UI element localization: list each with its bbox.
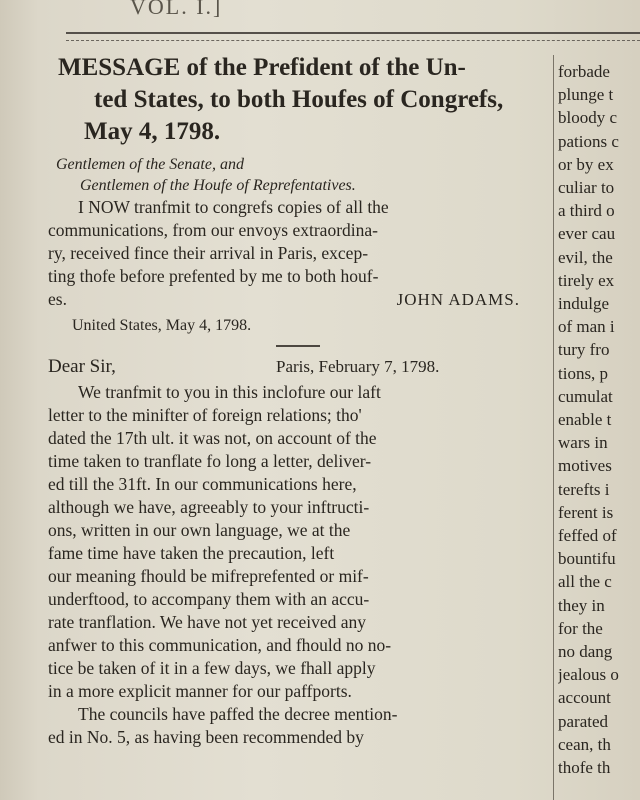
side-line: forbade	[558, 62, 610, 81]
side-line: ferent is	[558, 502, 614, 522]
message-line: I NOW tranfmit to congrefs copies of all the	[78, 197, 389, 217]
message-line: es.	[48, 289, 67, 309]
letter-line: ons, written in our own language, we at the	[48, 520, 351, 540]
side-line: evil, the	[558, 247, 613, 267]
side-line: or by ex	[558, 154, 614, 174]
letter-line: We tranfmit to you in this inclofure our laft	[78, 382, 381, 402]
letter-line: ed till the 31ft. In our communications here,	[48, 474, 357, 494]
adjacent-column	[558, 60, 640, 779]
letter-dateline: Paris, February 7, 1798.	[276, 357, 440, 376]
letter-line: letter to the minifter of foreign relations; tho'	[48, 405, 362, 425]
side-line: bloody c	[558, 108, 618, 128]
letter-line: anfwer to this communication, and fhould no no-	[48, 635, 392, 655]
side-line: pations c	[558, 131, 619, 151]
letter-line: ed in No. 5, as having been recommended by	[48, 727, 364, 747]
letter-line: although we have, agreeably to your inftructi-	[48, 497, 370, 517]
message-dateline: United States, May 4, 1798.	[72, 317, 252, 334]
headline-line: MESSAGE of the Prefident of the Un-	[58, 54, 466, 81]
headline-date: May 4, 1798.	[84, 118, 221, 145]
side-line: tions, p	[558, 363, 609, 383]
side-line: no dang	[558, 642, 613, 662]
side-line: cean, th	[558, 734, 611, 754]
headline	[48, 52, 548, 148]
side-line: jealous o	[558, 665, 619, 685]
side-line: of man i	[558, 317, 615, 337]
masthead-rule	[66, 32, 640, 41]
letter-greeting: Dear Sir,	[48, 356, 116, 377]
column-rule	[553, 55, 554, 800]
side-line: parated	[558, 711, 609, 731]
side-line: cumulat	[558, 386, 613, 406]
salutation-line: Gentlemen of the Senate, and	[56, 156, 244, 173]
salutation	[48, 154, 548, 196]
letter-line: underftood, to accompany them with an accu-	[48, 589, 370, 609]
message-line: ry, received fince their arrival in Paris, excep-	[48, 243, 369, 263]
side-line: plunge t	[558, 85, 614, 105]
signature: JOHN ADAMS.	[396, 290, 520, 309]
headline-line: ted States, to both Houfes of Congrefs,	[94, 86, 504, 113]
side-line: enable t	[558, 410, 612, 430]
side-line: ever cau	[558, 224, 616, 244]
message-line: ting thofe before prefented by me to both houf-	[48, 266, 379, 286]
side-line: for the	[558, 618, 603, 638]
volume-label: VOL. I.]	[130, 0, 223, 19]
salutation-line: Gentlemen of the Houfe of Reprefentatives.	[80, 177, 356, 194]
side-line: all the c	[558, 572, 612, 592]
letter-line: time taken to tranflate fo long a letter, deliver-	[48, 451, 372, 471]
letter-line: The councils have paffed the decree mention-	[78, 704, 398, 724]
side-line: terefts i	[558, 479, 610, 499]
side-line: tury fro	[558, 340, 610, 360]
message-body	[48, 196, 548, 311]
letter-line: fame time have taken the precaution, left	[48, 543, 335, 563]
side-line: bountifu	[558, 549, 616, 569]
side-line: they in	[558, 595, 605, 615]
message-line: communications, from our envoys extraordina-	[48, 220, 378, 240]
side-line: account	[558, 688, 611, 708]
letter-body	[48, 381, 548, 749]
side-line: indulge	[558, 294, 609, 314]
side-line: feffed of	[558, 526, 617, 546]
letter-line: in a more explicit manner for our paffports.	[48, 681, 352, 701]
letter-header	[48, 353, 548, 381]
side-line: motives	[558, 456, 612, 476]
side-line: wars in	[558, 433, 608, 453]
side-line: a third o	[558, 201, 615, 221]
main-column	[48, 52, 548, 749]
letter-line: tice be taken of it in a few days, we fhall apply	[48, 658, 376, 678]
section-divider	[276, 345, 320, 347]
letter-line: dated the 17th ult. it was not, on account of the	[48, 428, 377, 448]
masthead-strip	[60, 0, 640, 28]
side-line: culiar to	[558, 178, 615, 198]
letter-line: rate tranflation. We have not yet received any	[48, 612, 366, 632]
side-line: tirely ex	[558, 270, 615, 290]
letter-line: our meaning fhould be mifreprefented or mif-	[48, 566, 369, 586]
side-line: thofe th	[558, 758, 611, 778]
